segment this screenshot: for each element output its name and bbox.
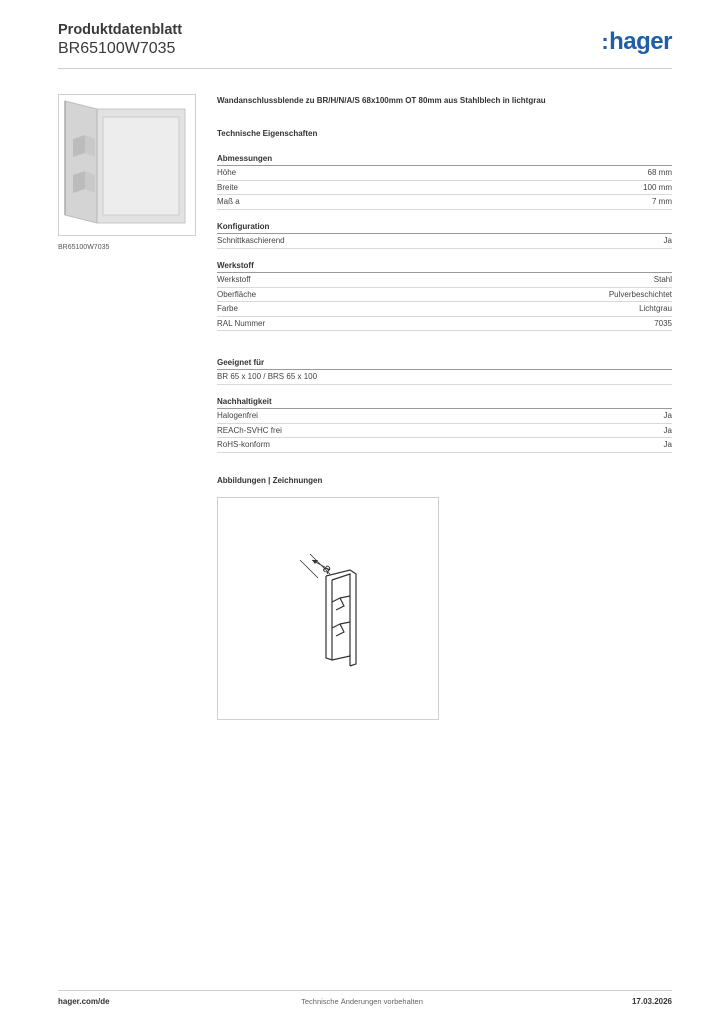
property-label: Werkstoff xyxy=(217,275,251,284)
product-image xyxy=(58,94,196,236)
property-label: Maß a xyxy=(217,197,240,206)
section-title: Geeignet für xyxy=(217,358,672,370)
section-title: Konfiguration xyxy=(217,222,672,234)
section-suitable-for xyxy=(217,358,672,385)
logo-text: hager xyxy=(609,28,672,55)
table-row xyxy=(217,302,672,317)
property-value: 7035 xyxy=(654,318,672,328)
product-description: Wandanschlussblende zu BR/H/N/A/S 68x100mm OT 80mm aus Stahlblech in lichtgrau xyxy=(217,96,546,105)
page-header xyxy=(58,22,672,58)
technical-drawing xyxy=(217,497,439,720)
section-dimensions xyxy=(217,154,672,210)
section-title: Nachhaltigkeit xyxy=(217,397,672,409)
property-label: RoHS-konform xyxy=(217,440,270,449)
product-image-caption: BR65100W7035 xyxy=(58,244,110,251)
property-value: 7 mm xyxy=(652,197,672,206)
table-row xyxy=(217,234,672,249)
property-label: Höhe xyxy=(217,168,237,177)
property-value: Ja xyxy=(663,440,672,449)
table-row xyxy=(217,195,672,210)
section-title: Werkstoff xyxy=(217,261,672,273)
section-material xyxy=(217,261,672,331)
table-row xyxy=(217,181,672,196)
technical-properties-heading: Technische Eigenschaften xyxy=(217,129,318,138)
section-title: Abbildungen | Zeichnungen xyxy=(217,476,323,485)
property-label: Halogenfrei xyxy=(217,411,258,420)
property-label: RAL Nummer xyxy=(217,318,266,328)
page-title: Produktdatenblatt xyxy=(58,22,183,38)
table-row xyxy=(217,166,672,181)
product-code: BR65100W7035 xyxy=(58,40,176,57)
logo-prefix: : xyxy=(601,29,609,54)
property-label: Breite xyxy=(217,182,238,192)
main-content xyxy=(217,96,672,485)
table-row xyxy=(217,288,672,303)
table-row xyxy=(217,438,672,453)
property-value: Pulverbeschichtet xyxy=(608,289,672,299)
header-divider xyxy=(58,68,672,69)
table-row xyxy=(217,273,672,288)
property-label: BR 65 x 100 / BRS 65 x 100 xyxy=(217,372,318,381)
product-frame-illustration xyxy=(59,95,195,235)
section-figures xyxy=(217,476,672,485)
dimension-label-a: a xyxy=(320,560,335,577)
property-value: Ja xyxy=(663,411,672,420)
section-configuration xyxy=(217,222,672,249)
section-sustainability xyxy=(217,397,672,453)
footer-website: hager.com/de xyxy=(58,997,110,1006)
property-label: Schnittkaschierend xyxy=(217,236,285,245)
technical-drawing-illustration xyxy=(218,498,438,719)
footer-date: 17.03.2026 xyxy=(631,997,672,1006)
table-row xyxy=(217,317,672,332)
footer-note: Technische Änderungen vorbehalten xyxy=(301,997,423,1006)
property-label: Farbe xyxy=(217,304,238,313)
property-value: Stahl xyxy=(653,275,672,284)
table-row xyxy=(217,424,672,439)
property-label: Oberfläche xyxy=(217,289,257,299)
hager-logo xyxy=(601,28,672,56)
property-value: Ja xyxy=(663,236,672,245)
property-value: Ja xyxy=(663,425,672,435)
footer-divider xyxy=(58,990,672,991)
property-value: 100 mm xyxy=(643,182,672,192)
property-label: REACh-SVHC frei xyxy=(217,425,282,435)
property-value: 68 mm xyxy=(647,168,672,177)
property-value: Lichtgrau xyxy=(639,304,672,313)
table-row xyxy=(217,370,672,385)
section-title: Abmessungen xyxy=(217,154,672,166)
table-row xyxy=(217,409,672,424)
